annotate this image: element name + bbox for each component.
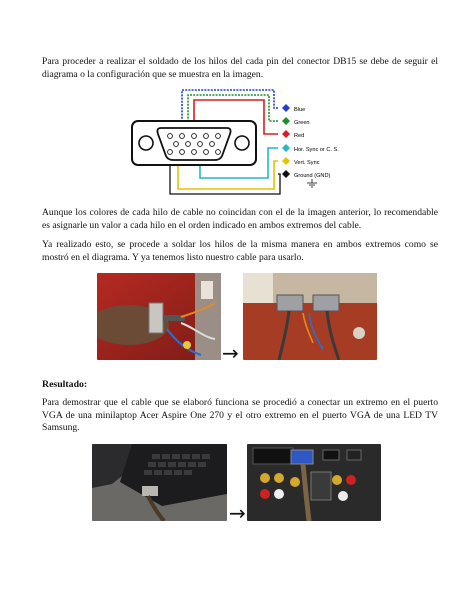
connector-shell <box>157 128 230 160</box>
soldering-paragraph: Ya realizado esto, se procede a soldar los hilos de la misma manera en ambos extremos como se mostró en el diagrama. Y ya tenemos listo nuestro cable para usarlo. <box>42 239 438 263</box>
legend-ground <box>282 170 331 179</box>
soldering-photo-2 <box>243 273 377 360</box>
screw-right <box>235 136 249 150</box>
soldering-photo-1 <box>97 273 221 360</box>
svg-text:Green: Green <box>294 120 310 126</box>
arrow-icon: → <box>229 501 246 525</box>
intro-paragraph: Para proceder a realizar el soldado de los hilos del cada pin del conector DB15 se debe de seguir el diagrama o la configuración que se muestra en la imagen. <box>42 56 438 80</box>
tv-photo <box>247 444 381 521</box>
svg-text:Ground (GND): Ground (GND) <box>294 173 331 179</box>
arrow-icon: → <box>222 341 239 365</box>
laptop-photo <box>92 444 227 521</box>
ground-symbol-icon <box>307 179 317 187</box>
legend-red <box>282 130 304 139</box>
svg-text:Hor. Sync or C. S.: Hor. Sync or C. S. <box>294 147 339 153</box>
screw-left <box>139 136 153 150</box>
svg-text:Vert. Sync: Vert. Sync <box>294 160 320 166</box>
legend-vsync <box>282 157 320 166</box>
legend-green <box>282 117 310 126</box>
result-paragraph: Para demostrar que el cable que se elaboró funciona se procedió a conectar un extremo en el puerto VGA de una minilaptop Acer Aspire One 270 y el otro extremo en el puerto VGA de una LED TV Samsung. <box>42 397 438 434</box>
vga-pinout-diagram <box>128 88 340 196</box>
svg-text:Red: Red <box>294 133 305 139</box>
svg-text:Blue: Blue <box>294 107 306 113</box>
color-assignment-paragraph: Aunque los colores de cada hilo de cable no coincidan con el de la imagen anterior, lo recomendable es asignarle un valor a cada hilo en el orden indicado en ambos extremos del cable. <box>42 207 438 231</box>
legend-blue <box>282 104 305 113</box>
result-heading: Resultado: <box>42 379 88 390</box>
legend-hsync <box>282 144 339 153</box>
